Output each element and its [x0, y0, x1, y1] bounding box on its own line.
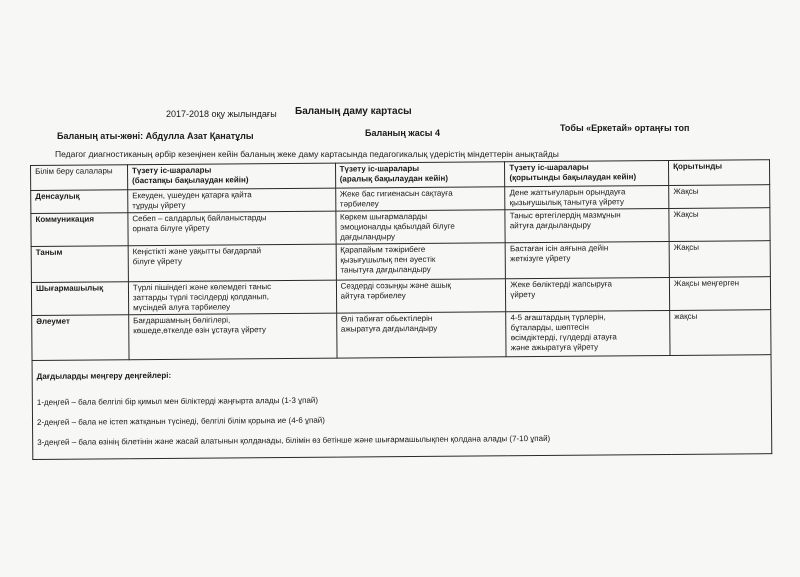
levels-row: [32, 355, 772, 460]
levels-title: Дағдыларды меңгеру деңгейлері:: [36, 370, 172, 381]
header-cell-result: Қорытынды: [669, 160, 770, 186]
final-cell: Дене жаттығуларын орындауға қызығушылық танытуға үйрету: [505, 185, 669, 209]
area-cell: Коммуникация: [31, 213, 128, 247]
midterm-cell: Жеке бас гигиенасын сақтауға тәрбиелеу: [335, 187, 505, 211]
levels-cell: [32, 355, 772, 460]
result-cell: Жақсы: [669, 185, 770, 209]
academic-year: 2017-2018 оқу жылындағы: [166, 109, 277, 119]
header-cell-final: Түзету іс-шаралары (қорытынды бақылаудан кейін): [505, 160, 669, 186]
area-cell: Таным: [31, 246, 128, 283]
level-3: 3-деңгей – бала өзінің білетінін және жасай алатынын қолданады, білімін өз бетінше және шығармашылықпен қолдана алады (7-10 ұпай): [37, 433, 551, 447]
final-cell: Жеке бөліктерді жапсыруға үйрету: [506, 277, 670, 311]
development-card-table: [30, 159, 772, 460]
midterm-cell: Қарапайым тәжірибеге қызығушылық пен әуестік танытуға дағдыландыру: [336, 243, 506, 280]
area-cell: Әлеумет: [32, 315, 129, 361]
final-cell: Бастаған ісін аяғына дейін жеткізуге үйрету: [505, 241, 669, 278]
initial-cell: Бағдаршамның бөлігілері, көшеде,өткелде өзін ұстауға үйрету: [129, 313, 337, 360]
table-row: [32, 310, 771, 361]
level-1: 1-деңгей – бала белгілі бір қимыл мен біліктерді жаңғырта алады (1-3 ұпай): [36, 395, 319, 407]
initial-cell: Түрлі пішіндегі және көлемдегі таныс заттарды түрлі тәсілдерді қолданып, мүсіндей алуға тәрбиелеу: [128, 280, 336, 315]
final-cell: 4-5 ағаштардың түрлерін, бұталарды, шөптесін өсімдіктерді, гүлдерді атауға және ажыратуға үйрету: [506, 310, 670, 356]
area-cell: Шығармашылық: [31, 282, 128, 316]
midterm-cell: Өлі табиғат обьектілерін ажыратуға дағдыландыру: [336, 312, 506, 358]
initial-cell: Екеуден, үшеуден қатарға қайта тұруды үйрету: [128, 188, 336, 213]
midterm-cell: Сездерді созыңқы және ашық айтуға тәрбиелеу: [336, 279, 506, 313]
result-cell: Жақсы: [669, 208, 770, 242]
level-2: 2-деңгей – бала не істеп жатқанын түсінеді, белгілі білім қорына ие (4-6 ұпай): [36, 415, 325, 427]
table-row: [31, 241, 770, 283]
final-cell: Таныс өртегілердің мазмұнын айтуға дағдыландыру: [505, 208, 669, 242]
result-cell: Жақсы меңгерген: [669, 277, 770, 311]
child-age: Баланың жасы 4: [365, 128, 440, 138]
result-cell: Жақсы: [669, 241, 770, 278]
result-cell: жақсы: [670, 310, 771, 356]
midterm-cell: Көркем шығармаларды эмоционалды қабылдай білуге дағдыландыру: [335, 210, 505, 244]
group-name: Тобы «Еркетай» ортаңғы топ: [560, 123, 690, 133]
initial-cell: Кеңістікті және уақытты бағдарлай білуге үйрету: [128, 244, 336, 282]
page-title: Баланың даму картасы: [295, 106, 412, 117]
child-name: Баланың аты-жөні: Абдулла Азат Қанатұлы: [57, 131, 254, 141]
area-cell: Денсаулық: [31, 190, 128, 214]
header-cell-midterm: Түзету іс-шаралары (аралық бақылаудан кейін): [335, 162, 505, 188]
header-cell-areas: Білім беру салалары: [31, 165, 128, 191]
header-cell-initial: Түзету іс-шаралары (бастапқы бақылаудан кейін): [127, 163, 335, 190]
initial-cell: Себеп – салдарлық байланыстарды орната білуге үйрету: [128, 211, 336, 246]
intro-text: Педагог диагностиканың әрбір кезеңінен кейін баланың жеке даму картасында педагогикалық үдерістің міндеттерін анықтайды: [55, 149, 559, 159]
